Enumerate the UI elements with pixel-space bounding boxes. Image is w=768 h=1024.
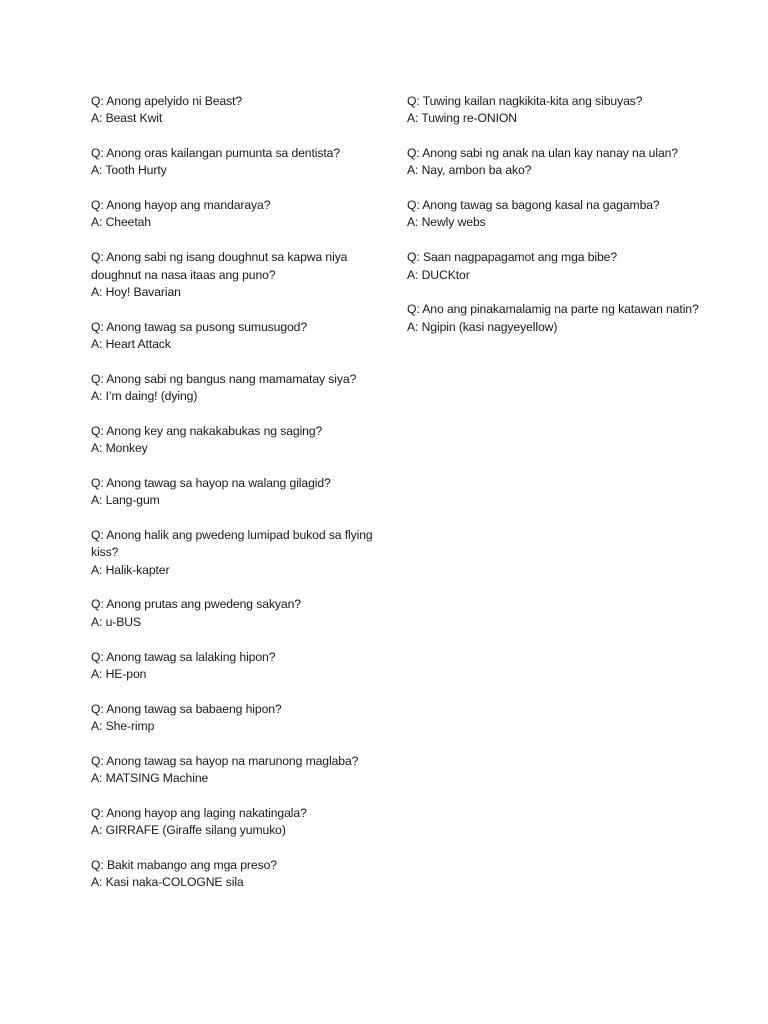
qa-item (407, 93, 707, 128)
qa-item (407, 145, 707, 180)
question: Q: Bakit mabango ang mga preso? (91, 857, 277, 872)
qa-item (91, 423, 381, 458)
qa-item (91, 857, 381, 892)
answer: A: Heart Attack (91, 336, 171, 351)
question: Q: Anong tawag sa pusong sumusugod? (91, 319, 308, 334)
question: Q: Anong tawag sa babaeng hipon? (91, 701, 282, 716)
qa-item (91, 649, 381, 684)
qa-item (91, 371, 381, 406)
question: Q: Anong prutas ang pwedeng sakyan? (91, 597, 301, 612)
question: Q: Anong tawag sa hayop na marunong maglaba? (91, 753, 359, 768)
qa-item (91, 475, 381, 510)
qa-item (91, 753, 381, 788)
answer: A: u-BUS (91, 614, 141, 629)
qa-item (91, 319, 381, 354)
left-column (91, 93, 381, 909)
answer: A: Hoy! Bavarian (91, 284, 181, 299)
qa-item (407, 249, 707, 284)
answer: A: I’m daing! (dying) (91, 389, 198, 404)
answer: A: DUCKtor (407, 267, 470, 282)
question: Q: Anong sabi ng isang doughnut sa kapwa niya doughnut na nasa itaas ang puno? (91, 250, 348, 282)
answer: A: Cheetah (91, 215, 151, 230)
qa-item (91, 249, 381, 301)
qa-item (91, 701, 381, 736)
question: Q: Ano ang pinakamalamig na parte ng katawan natin? (407, 302, 699, 317)
question: Q: Anong hayop ang laging nakatingala? (91, 805, 307, 820)
question: Q: Anong tawag sa bagong kasal na gagamba? (407, 198, 660, 213)
answer: A: Nay, ambon ba ako? (407, 163, 532, 178)
answer: A: GIRRAFE (Giraffe silang yumuko) (91, 823, 286, 838)
answer: A: Newly webs (407, 215, 486, 230)
answer: A: Kasi naka-COLOGNE sila (91, 875, 244, 890)
question: Q: Anong halik ang pwedeng lumipad bukod sa flying kiss? (91, 528, 373, 560)
answer: A: Monkey (91, 441, 148, 456)
question: Q: Anong sabi ng anak na ulan kay nanay na ulan? (407, 146, 678, 161)
answer: A: Lang-gum (91, 493, 160, 508)
qa-item (91, 145, 381, 180)
question: Q: Anong key ang nakakabukas ng saging? (91, 423, 323, 438)
answer: A: Beast Kwit (91, 111, 163, 126)
qa-item (91, 805, 381, 840)
qa-item (91, 93, 381, 128)
question: Q: Anong tawag sa lalaking hipon? (91, 649, 276, 664)
right-column (407, 93, 707, 353)
answer: A: MATSING Machine (91, 771, 209, 786)
answer: A: Ngipin (kasi nagyeyellow) (407, 319, 558, 334)
question: Q: Saan nagpapagamot ang mga bibe? (407, 250, 618, 265)
qa-item (407, 301, 707, 336)
qa-item (91, 197, 381, 232)
question: Q: Anong oras kailangan pumunta sa dentista? (91, 146, 341, 161)
answer: A: Tuwing re-ONION (407, 111, 517, 126)
answer: A: She-rimp (91, 718, 155, 733)
question: Q: Anong sabi ng bangus nang mamamatay siya? (91, 371, 357, 386)
qa-item (91, 527, 381, 579)
question: Q: Anong hayop ang mandaraya? (91, 198, 271, 213)
answer: A: HE-pon (91, 666, 147, 681)
qa-item (407, 197, 707, 232)
qa-item (91, 596, 381, 631)
question: Q: Anong apelyido ni Beast? (91, 94, 243, 108)
answer: A: Halik-kapter (91, 562, 170, 577)
question: Q: Anong tawag sa hayop na walang gilagid? (91, 475, 331, 490)
answer: A: Tooth Hurty (91, 163, 167, 178)
question: Q: Tuwing kailan nagkikita-kita ang sibuyas? (407, 94, 643, 108)
